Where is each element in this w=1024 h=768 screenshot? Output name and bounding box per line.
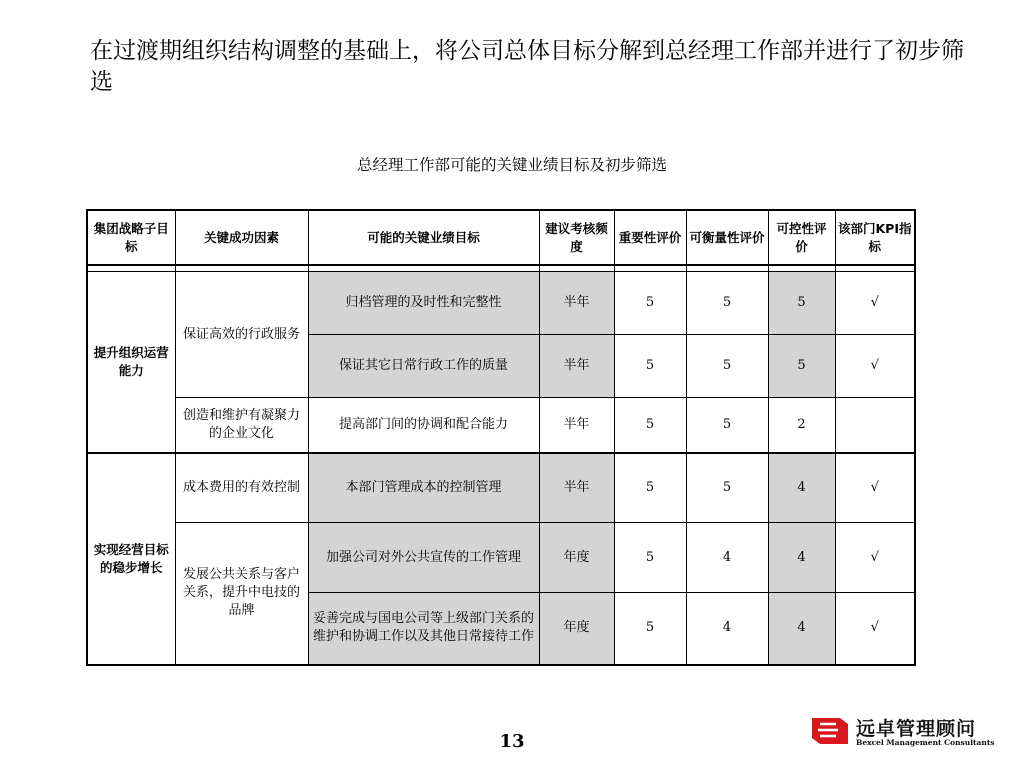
- group-goal: 实现经营目标的稳步增长: [87, 453, 175, 665]
- controllability-cell: 5: [768, 335, 835, 398]
- header-success-factor: 关键成功因素: [175, 210, 308, 265]
- importance-cell: 5: [614, 453, 686, 523]
- success-factor: 发展公共关系与客户关系，提升中电技的品牌: [175, 523, 308, 665]
- measurability-cell: 5: [686, 335, 768, 398]
- slide-title: 在过渡期组织结构调整的基础上，将公司总体目标分解到总经理工作部并进行了初步筛选: [90, 38, 964, 95]
- frequency-cell: 半年: [539, 453, 614, 523]
- importance-cell: 5: [614, 335, 686, 398]
- kpi-target: 保证其它日常行政工作的质量: [308, 335, 539, 398]
- header-kpi-target: 可能的关键业绩目标: [308, 210, 539, 265]
- importance-cell: 5: [614, 523, 686, 593]
- header-row: [87, 210, 915, 265]
- success-factor: 创造和维护有凝聚力的企业文化: [175, 398, 308, 453]
- kpi-check: √: [835, 272, 915, 335]
- importance-cell: 5: [614, 398, 686, 453]
- controllability-cell: 4: [768, 523, 835, 593]
- controllability-cell: 4: [768, 453, 835, 523]
- header-dept-kpi: 该部门KPI指标: [835, 210, 915, 265]
- kpi-check: √: [835, 593, 915, 665]
- kpi-check: √: [835, 335, 915, 398]
- kpi-target: 提高部门间的协调和配合能力: [308, 398, 539, 453]
- logo-name-cn: 远卓管理顾问: [856, 718, 977, 740]
- measurability-cell: 5: [686, 453, 768, 523]
- header-measurability: 可衡量性评价: [686, 210, 768, 265]
- frequency-cell: 半年: [539, 335, 614, 398]
- header-group-goal: 集团战略子目标: [87, 210, 175, 265]
- success-factor: 成本费用的有效控制: [175, 453, 308, 523]
- frequency-cell: 年度: [539, 593, 614, 665]
- logo-name-en: Bexcel Management Consultants: [856, 738, 995, 747]
- measurability-cell: 4: [686, 593, 768, 665]
- table-title: 总经理工作部可能的关键业绩目标及初步筛选: [356, 156, 667, 174]
- header-controllability: 可控性评价: [768, 210, 835, 265]
- group-goal: 提升组织运营能力: [87, 272, 175, 453]
- kpi-check: [835, 398, 915, 453]
- measurability-cell: 4: [686, 523, 768, 593]
- measurability-cell: 5: [686, 398, 768, 453]
- controllability-cell: 4: [768, 593, 835, 665]
- logo-mark-icon: [810, 714, 850, 748]
- table-row: [87, 453, 915, 523]
- company-logo: [810, 714, 1000, 748]
- importance-cell: 5: [614, 272, 686, 335]
- kpi-target: 归档管理的及时性和完整性: [308, 272, 539, 335]
- page-number: 13: [499, 731, 525, 752]
- measurability-cell: 5: [686, 272, 768, 335]
- kpi-check: √: [835, 453, 915, 523]
- table-row: [87, 398, 915, 453]
- frequency-cell: 年度: [539, 523, 614, 593]
- importance-cell: 5: [614, 593, 686, 665]
- table-row: [87, 523, 915, 593]
- success-factor: 保证高效的行政服务: [175, 272, 308, 398]
- header-frequency: 建议考核频度: [539, 210, 614, 265]
- kpi-target: 本部门管理成本的控制管理: [308, 453, 539, 523]
- frequency-cell: 半年: [539, 272, 614, 335]
- table-row: [87, 272, 915, 335]
- kpi-target: 妥善完成与国电公司等上级部门关系的维护和协调工作以及其他日常接待工作: [308, 593, 539, 665]
- kpi-check: √: [835, 523, 915, 593]
- header-importance: 重要性评价: [614, 210, 686, 265]
- frequency-cell: 半年: [539, 398, 614, 453]
- controllability-cell: 5: [768, 272, 835, 335]
- kpi-table: [86, 209, 916, 666]
- kpi-target: 加强公司对外公共宣传的工作管理: [308, 523, 539, 593]
- controllability-cell: 2: [768, 398, 835, 453]
